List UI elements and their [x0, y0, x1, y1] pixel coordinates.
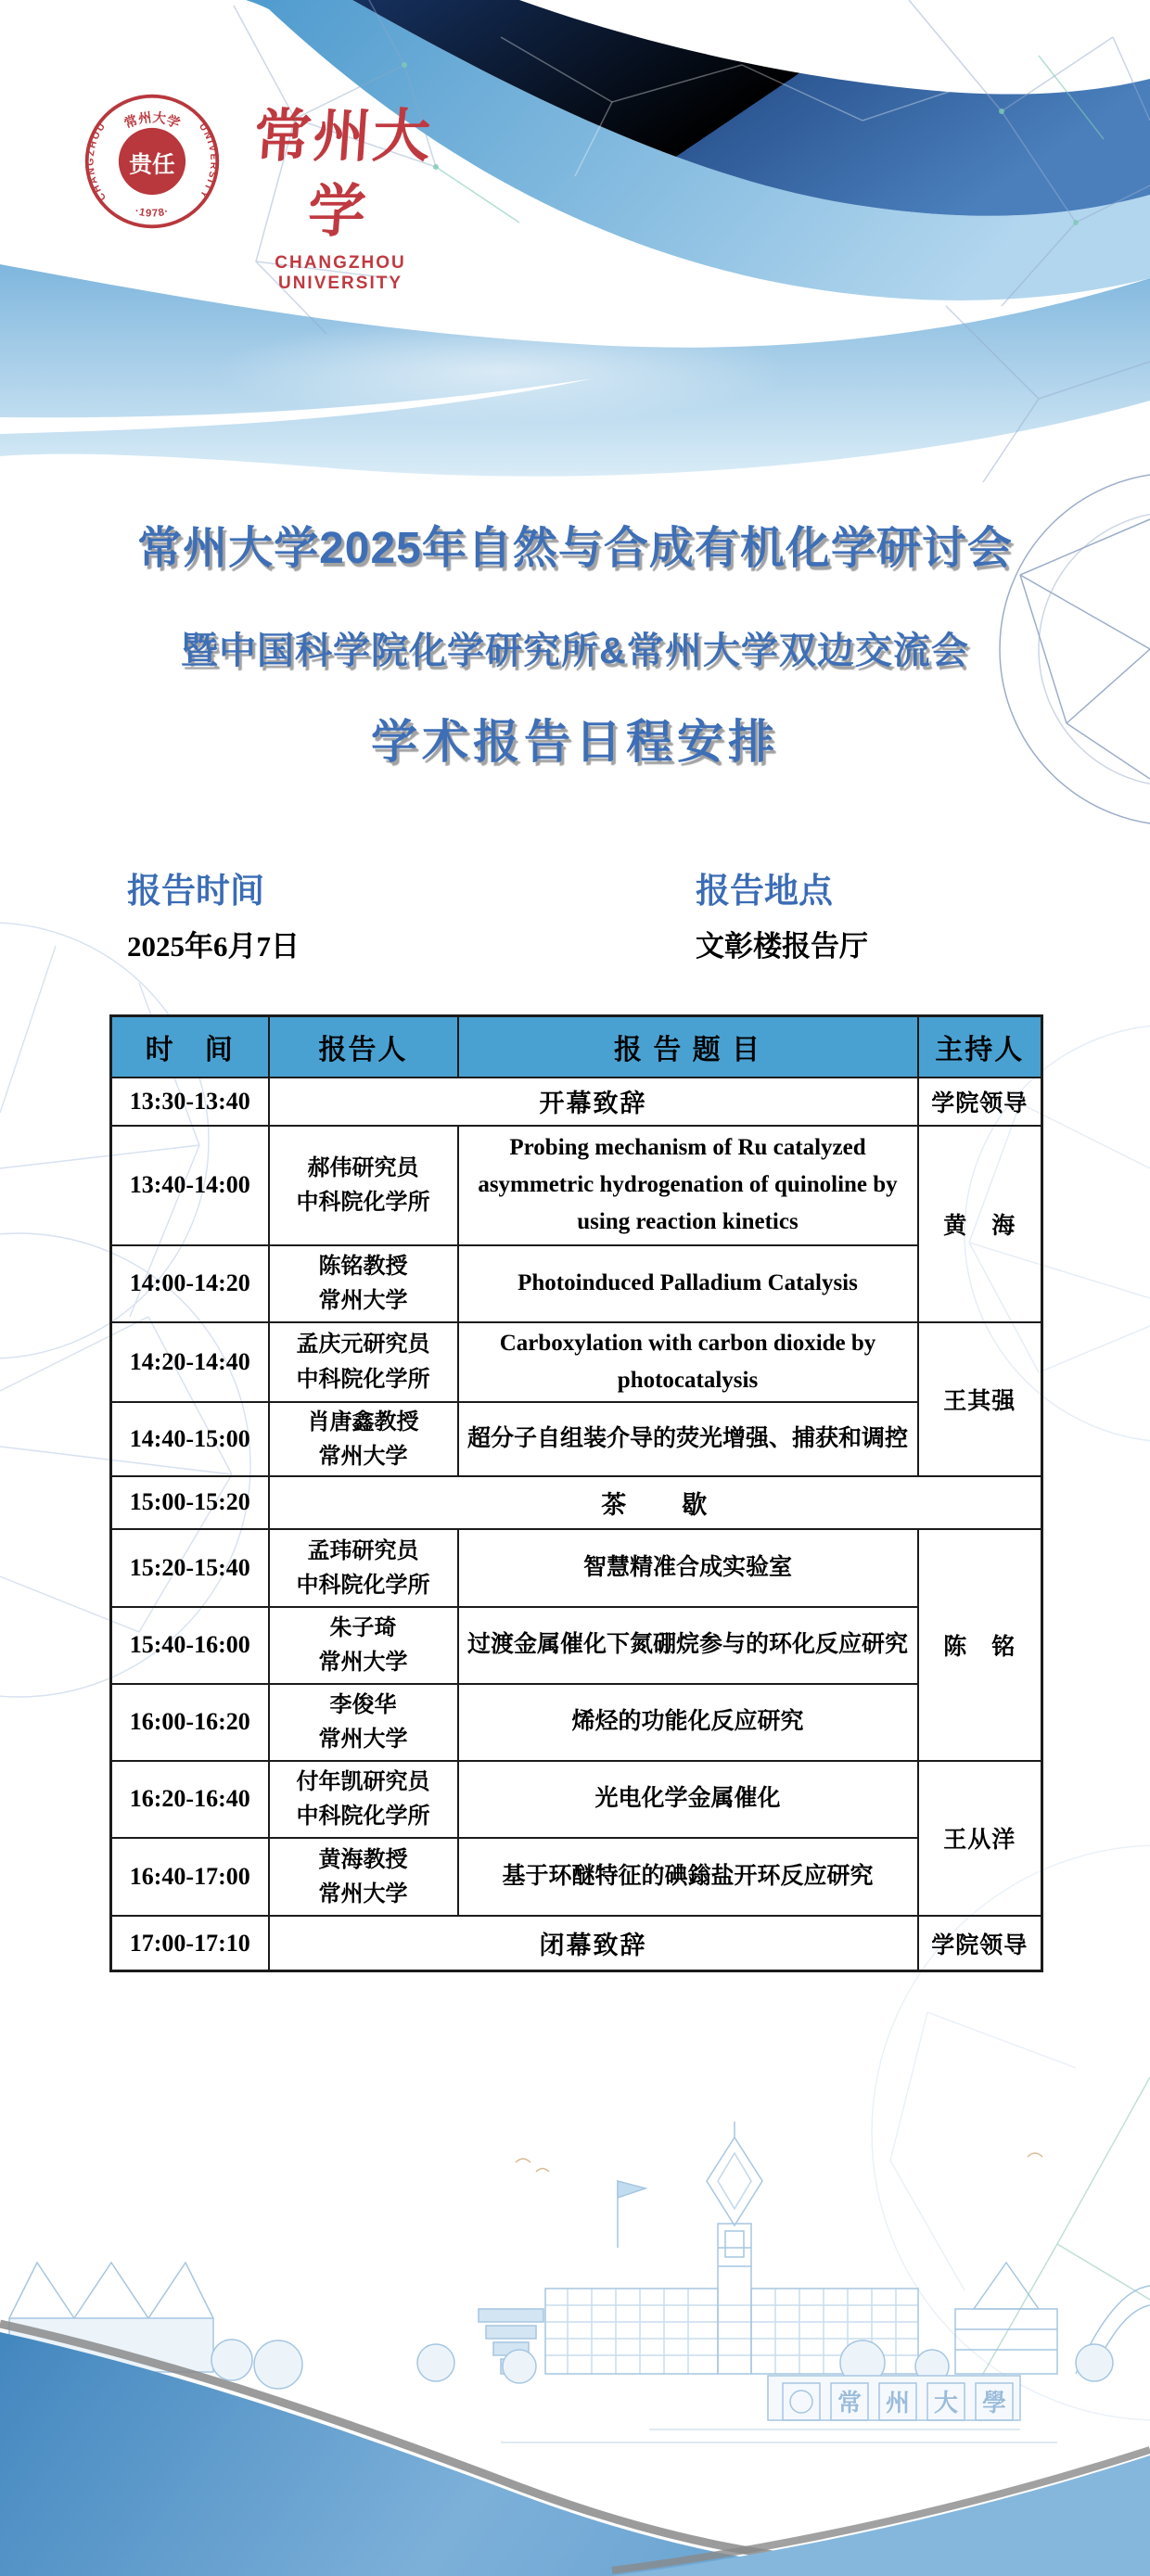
title-cell: Photoinduced Palladium Catalysis [458, 1245, 918, 1322]
gate-char-4: 學 [981, 2390, 1007, 2417]
table-row [111, 1761, 1042, 1838]
title-cell: 烯烃的功能化反应研究 [458, 1684, 918, 1761]
table-row [111, 1476, 1042, 1529]
schedule-table [109, 1014, 1043, 1972]
speaker-cell [269, 1126, 458, 1245]
event-cell: 开幕致辞 [269, 1078, 918, 1126]
speaker-cell [269, 1607, 458, 1684]
header-time: 时 间 [111, 1016, 269, 1078]
speaker-name: 李俊华 [329, 1692, 397, 1718]
report-venue-label: 报告地点 [696, 872, 833, 910]
table-row [111, 1322, 1042, 1402]
poster-title-line3: 学术报告日程安排 [371, 716, 779, 768]
time-cell: 13:30-13:40 [111, 1078, 269, 1126]
speaker-name: 朱子琦 [329, 1615, 397, 1641]
table-row [111, 1916, 1042, 1971]
gate-char-1: 常 [837, 2390, 862, 2417]
title-cell: 光电化学金属催化 [458, 1761, 918, 1838]
time-cell: 14:20-14:40 [111, 1322, 269, 1402]
time-cell: 15:00-15:20 [111, 1476, 269, 1529]
speaker-name: 陈铭教授 [318, 1253, 408, 1279]
time-cell: 13:40-14:00 [111, 1126, 269, 1245]
speaker-name: 付年凯研究员 [296, 1769, 430, 1795]
time-cell: 14:00-14:20 [111, 1245, 269, 1322]
speaker-affiliation: 中科院化学所 [296, 1190, 430, 1215]
speaker-affiliation: 常州大学 [318, 1288, 408, 1313]
report-time-value: 2025年6月7日 [127, 930, 300, 963]
speaker-name: 孟玮研究员 [307, 1537, 419, 1563]
table-row [111, 1684, 1042, 1761]
seal-year-text: ·1978· [134, 205, 171, 220]
university-wordmark [234, 100, 447, 294]
header-title: 报 告 题 目 [458, 1016, 918, 1078]
report-venue-value: 文彰楼报告厅 [696, 930, 868, 963]
header-chair: 主持人 [918, 1016, 1042, 1078]
speaker-affiliation: 中科院化学所 [296, 1572, 430, 1598]
table-row [111, 1838, 1042, 1916]
chair-cell: 学院领导 [918, 1078, 1042, 1126]
speaker-name: 孟庆元研究员 [296, 1332, 430, 1358]
time-cell: 14:40-15:00 [111, 1402, 269, 1476]
poster-title-line1: 常州大学2025年自然与合成有机化学研讨会 [137, 524, 1013, 573]
seal-center-characters: 贵任 [129, 152, 175, 178]
table-row [111, 1126, 1042, 1245]
title-cell: Probing mechanism of Ru catalyzed asymmetric hydrogenation of quinoline by using reaction kinetics [458, 1126, 918, 1245]
speaker-affiliation: 常州大学 [318, 1881, 408, 1906]
time-cell: 16:40-17:00 [111, 1838, 269, 1916]
speaker-cell [269, 1402, 458, 1476]
seal-left-text: CHANGZHOU [85, 120, 109, 203]
gate-char-3: 大 [933, 2390, 959, 2417]
speaker-affiliation: 常州大学 [318, 1650, 408, 1676]
speaker-cell [269, 1529, 458, 1607]
table-row [111, 1529, 1042, 1607]
time-cell: 15:20-15:40 [111, 1529, 269, 1607]
poster-title-line2: 暨中国科学院化学研究所&常州大学双边交流会 [181, 631, 969, 671]
speaker-affiliation: 中科院化学所 [296, 1366, 430, 1392]
title-cell: 超分子自组装介导的荧光增强、捕获和调控 [458, 1402, 918, 1476]
event-cell: 闭幕致辞 [269, 1916, 918, 1971]
table-row [111, 1078, 1042, 1126]
speaker-name: 肖唐鑫教授 [307, 1409, 419, 1435]
table-row [111, 1245, 1042, 1322]
time-cell: 16:20-16:40 [111, 1761, 269, 1838]
speaker-cell [269, 1322, 458, 1402]
top-wave-decoration [0, 0, 1150, 477]
speaker-name: 郝伟研究员 [307, 1154, 419, 1180]
chair-cell: 学院领导 [918, 1916, 1042, 1971]
speaker-affiliation: 常州大学 [318, 1443, 408, 1469]
report-time-label: 报告时间 [127, 872, 264, 910]
speaker-cell [269, 1245, 458, 1322]
university-seal [82, 91, 223, 232]
title-cell: 智慧精准合成实验室 [458, 1529, 918, 1607]
event-cell: 茶 歇 [269, 1476, 1042, 1529]
chair-cell: 王从洋 [918, 1761, 1042, 1916]
speaker-affiliation: 中科院化学所 [296, 1804, 430, 1830]
speaker-cell [269, 1684, 458, 1761]
wordmark-english: CHANGZHOU UNIVERSITY [275, 253, 406, 294]
wordmark-chinese: 常州大学 [251, 105, 435, 244]
time-cell: 17:00-17:10 [111, 1916, 269, 1971]
time-cell: 16:00-16:20 [111, 1684, 269, 1761]
time-cell: 15:40-16:00 [111, 1607, 269, 1684]
table-row [111, 1402, 1042, 1476]
seal-right-text: UNIVERSITY [197, 121, 219, 201]
title-cell: 过渡金属催化下氮硼烷参与的环化反应研究 [458, 1607, 918, 1684]
speaker-cell [269, 1838, 458, 1916]
title-cell: Carboxylation with carbon dioxide by photocatalysis [458, 1322, 918, 1402]
speaker-name: 黄海教授 [318, 1846, 408, 1872]
seal-top-text: 常州大学 [121, 110, 183, 133]
table-row [111, 1607, 1042, 1684]
speaker-cell [269, 1761, 458, 1838]
chair-cell: 王其强 [918, 1322, 1042, 1476]
chair-cell: 黄 海 [918, 1126, 1042, 1322]
table-header-row [111, 1016, 1042, 1078]
header-speaker: 报告人 [269, 1016, 458, 1078]
speaker-affiliation: 常州大学 [318, 1727, 408, 1753]
gate-char-2: 州 [885, 2390, 911, 2417]
title-cell: 基于环醚特征的碘鎓盐开环反应研究 [458, 1838, 918, 1916]
chair-cell: 陈 铭 [918, 1529, 1042, 1761]
